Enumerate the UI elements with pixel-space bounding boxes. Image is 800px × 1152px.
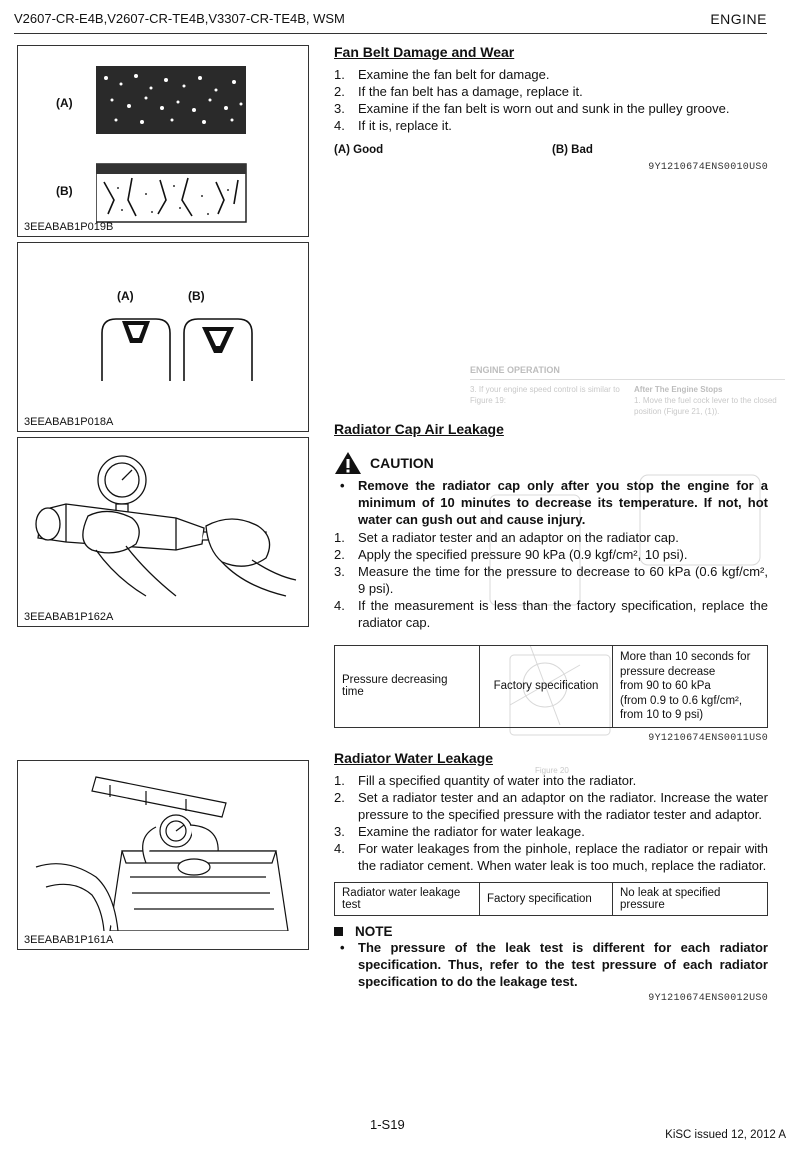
spec-value: More than 10 seconds for pressure decrease from 90 to 60 kPa (from 0.9 to 0.6 kgf/cm², from 10 to 9 psi) bbox=[613, 646, 768, 728]
fan-belt-title: Fan Belt Damage and Wear bbox=[334, 44, 515, 60]
header-section: ENGINE bbox=[710, 11, 767, 27]
list-item: 2. Apply the specified pressure 90 kPa (0.9 kgf/cm², 10 psi). bbox=[334, 547, 688, 562]
list-item: 3. Examine if the fan belt is worn out and sunk in the pulley groove. bbox=[334, 101, 730, 116]
pulley-groove-illustration bbox=[98, 313, 258, 383]
note-label: NOTE bbox=[355, 923, 393, 939]
spec-value: No leak at specified pressure bbox=[613, 882, 768, 915]
figure-caption: 3EEABAB1P161A bbox=[24, 934, 114, 946]
issue-info: KiSC issued 12, 2012 A bbox=[665, 1129, 786, 1141]
header-models: V2607-CR-E4B,V2607-CR-TE4B,V3307-CR-TE4B, WSM bbox=[14, 11, 345, 26]
legend-bad: (B) Bad bbox=[552, 144, 593, 156]
list-item: 2. If the fan belt has a damage, replace it. bbox=[334, 84, 583, 99]
radiator-water-title: Radiator Water Leakage bbox=[334, 749, 493, 766]
figure-fan-belt bbox=[17, 45, 309, 237]
ghost-heading: ENGINE OPERATION bbox=[470, 365, 560, 375]
note-heading bbox=[334, 924, 768, 939]
figure-label-b: (B) bbox=[188, 289, 205, 303]
legend-good: (A) Good bbox=[334, 144, 384, 156]
list-item: 4. If it is, replace it. bbox=[334, 118, 452, 133]
page-number: 1-S19 bbox=[370, 1117, 405, 1132]
figure-caption: 3EEABAB1P018A bbox=[24, 416, 114, 428]
ghost-col1: 3. If your engine speed control is similar to Figure 19: bbox=[470, 385, 620, 405]
spec-label: Factory specification bbox=[480, 882, 613, 915]
note-square-icon bbox=[334, 927, 343, 936]
cap-tester-illustration bbox=[26, 446, 298, 606]
radiator-cap-spec-table bbox=[334, 645, 768, 728]
list-item: 1. Examine the fan belt for damage. bbox=[334, 67, 550, 82]
figure-label-a: (A) bbox=[56, 96, 73, 110]
list-item: 4. If the measurement is less than the factory specification, replace the radiator cap. bbox=[334, 598, 768, 630]
table-row bbox=[335, 882, 768, 915]
note-text: • The pressure of the leak test is different for each radiator specification. Thus, refer to the test pressure of each radiator specification to do the leakage test. bbox=[340, 939, 768, 989]
ghost-figure-label: Figure 20 bbox=[535, 766, 569, 775]
spec-item: Radiator water leakage test bbox=[335, 882, 480, 915]
header-rule bbox=[14, 33, 767, 34]
list-item: 1. Fill a specified quantity of water into the radiator. bbox=[334, 772, 637, 788]
table-row bbox=[335, 646, 768, 728]
reference-code: 9Y1210674ENS0012US0 bbox=[648, 992, 768, 1004]
caution-label: CAUTION bbox=[370, 455, 434, 471]
list-item: 4. For water leakages from the pinhole, replace the radiator or repair with the radiator cement. When water leak is too much, replace the radiator. bbox=[334, 840, 768, 873]
figure-pulley-groove bbox=[17, 242, 309, 432]
list-item: 3. Examine the radiator for water leakage. bbox=[334, 823, 585, 839]
radiator-water-spec-table bbox=[334, 882, 768, 916]
caution-text: • Remove the radiator cap only after you stop the engine for a minimum of 10 minutes to decrease its temperature. If not, hot water can gush out and cause injury. bbox=[340, 478, 768, 527]
figure-radiator-cap-tester bbox=[17, 437, 309, 627]
figure-radiator-water-tester bbox=[17, 760, 309, 950]
spec-item: Pressure decreasing time bbox=[335, 646, 480, 728]
fan-belt-illustration bbox=[96, 64, 248, 224]
content-column bbox=[334, 44, 768, 1004]
caution-heading bbox=[334, 451, 768, 475]
figure-caption: 3EEABAB1P019B bbox=[24, 221, 114, 233]
figure-label-a: (A) bbox=[117, 289, 134, 303]
radiator-water-steps bbox=[334, 772, 768, 874]
radiator-cap-steps bbox=[334, 529, 768, 631]
fan-belt-steps bbox=[334, 66, 768, 134]
list-item: 3. Measure the time for the pressure to decrease to 60 kPa (0.6 kgf/cm², 9 psi). bbox=[334, 564, 768, 596]
figure-caption: 3EEABAB1P162A bbox=[24, 611, 114, 623]
ghost-col2-text: 1. Move the fuel cock lever to the closed position (Figure 21, (1)). bbox=[634, 396, 777, 416]
list-item: 2. Set a radiator tester and an adaptor on the radiator. Increase the water pressure to the specified pressure with the radiator tester and adaptor. bbox=[334, 789, 768, 822]
water-tester-illustration bbox=[26, 767, 298, 931]
spec-label: Factory specification bbox=[480, 646, 613, 728]
reference-code: 9Y1210674ENS0011US0 bbox=[648, 732, 768, 744]
ghost-col2-title: After The Engine Stops bbox=[634, 385, 723, 394]
reference-code: 9Y1210674ENS0010US0 bbox=[648, 162, 768, 173]
fan-belt-legend bbox=[334, 144, 768, 156]
figure-label-b: (B) bbox=[56, 184, 73, 198]
radiator-cap-title: Radiator Cap Air Leakage bbox=[334, 421, 504, 437]
warning-icon bbox=[334, 451, 362, 475]
list-item: 1. Set a radiator tester and an adaptor on the radiator cap. bbox=[334, 530, 679, 545]
